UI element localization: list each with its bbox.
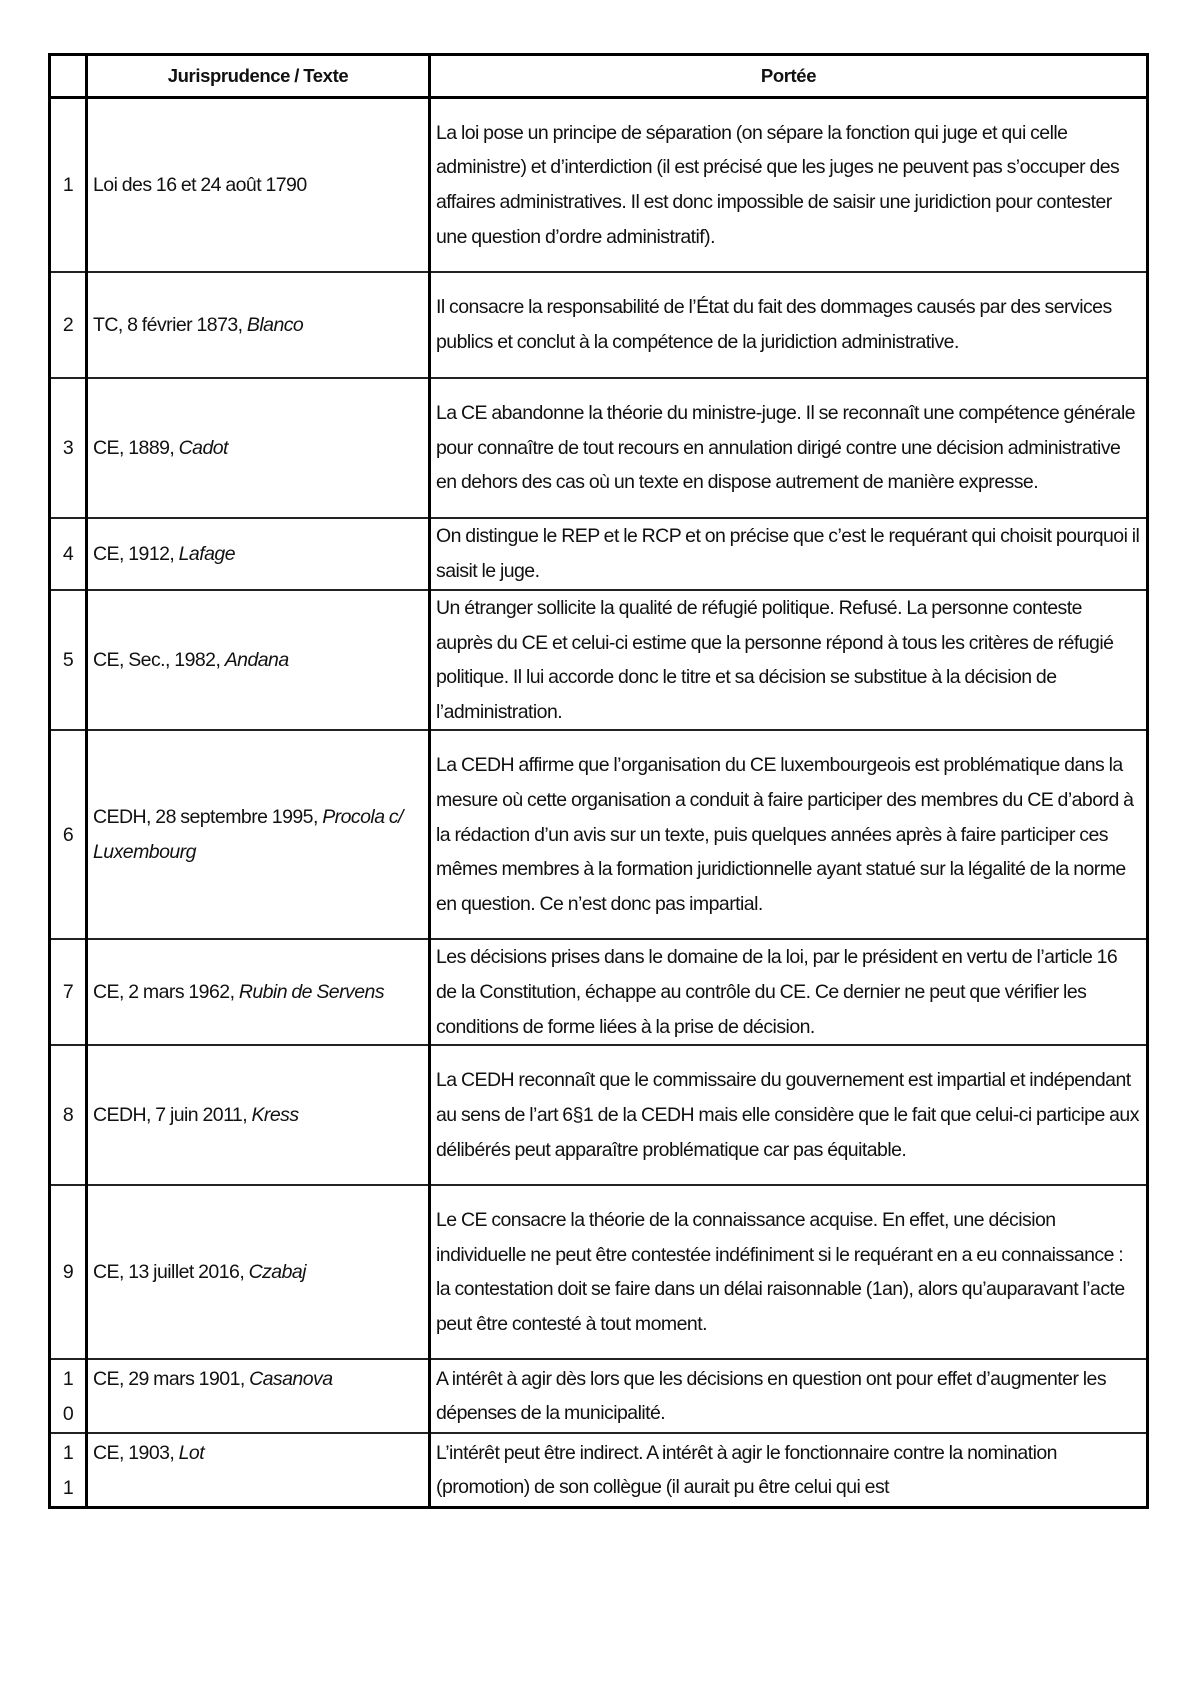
reference-text: CE, 1903, [93, 1442, 179, 1465]
row-reference [87, 1433, 430, 1508]
table-row [50, 1045, 1148, 1185]
row-portee: Les décisions prises dans le domaine de la loi, par le président en vertu de l’article 16 de la Constitution, échappe au contrôle du CE. Ce dernier ne peut que vérifier les conditions de forme liées à la prise de décision. [430, 939, 1148, 1045]
row-number: 5 [50, 590, 87, 730]
jurisprudence-table [48, 53, 1149, 1509]
row-number: 6 [50, 730, 87, 939]
row-reference [87, 1185, 430, 1359]
row-reference [87, 378, 430, 518]
table-row [50, 730, 1148, 939]
table-row [50, 590, 1148, 730]
row-reference [87, 590, 430, 730]
row-number: 9 [50, 1185, 87, 1359]
case-name: Procola c/ Luxembourg [93, 806, 403, 863]
reference-text: CE, 1912, [93, 542, 179, 565]
row-portee: L’intérêt peut être indirect. A intérêt à agir le fonctionnaire contre la nomination (promotion) de son collègue (il aurait pu être celui qui est [430, 1433, 1148, 1508]
row-reference [87, 272, 430, 378]
table-header-row [50, 55, 1148, 98]
reference-text: CE, 13 juillet 2016, [93, 1261, 249, 1284]
case-name: Rubin de Servens [238, 981, 385, 1004]
row-portee: A intérêt à agir dès lors que les décisions en question ont pour effet d’augmenter les dépenses de la municipalité. [430, 1359, 1148, 1433]
row-portee: La CE abandonne la théorie du ministre-juge. Il se reconnaît une compétence générale pour connaître de tout recours en annulation dirigé contre une décision administrative en dehors des cas où un texte en dispose autrement de manière expresse. [430, 378, 1148, 518]
case-name: Blanco [246, 313, 304, 336]
row-number: 11 [50, 1433, 87, 1508]
row-reference [87, 939, 430, 1045]
row-number: 10 [50, 1359, 87, 1433]
row-reference [87, 518, 430, 590]
reference-text: CE, 2 mars 1962, [93, 981, 239, 1004]
row-reference [87, 1359, 430, 1433]
reference-text: CE, 1889, [93, 436, 179, 459]
row-number: 2 [50, 272, 87, 378]
case-name: Casanova [249, 1368, 333, 1391]
table-row [50, 98, 1148, 273]
row-reference [87, 98, 430, 273]
case-name: Andana [224, 648, 289, 671]
row-number: 1 [50, 98, 87, 273]
row-portee: Le CE consacre la théorie de la connaissance acquise. En effet, une décision individuelle ne peut être contestée indéfiniment si le requérant en a eu connaissance : la contestation doit se faire dans un délai raisonnable (1an), alors qu’auparavant l’acte peut être contesté à tout moment. [430, 1185, 1148, 1359]
table-row [50, 378, 1148, 518]
row-portee: La CEDH affirme que l’organisation du CE luxembourgeois est problématique dans la mesure où cette organisation a conduit à faire participer des membres du CE d’abord à la rédaction d’un avis sur un texte, puis quelques années après à faire participer ces mêmes membres à la formation juridictionnelle ayant statué sur la légalité de la norme en question. Ce n’est donc pas impartial. [430, 730, 1148, 939]
row-number: 7 [50, 939, 87, 1045]
header-portee: Portée [430, 55, 1148, 98]
row-reference [87, 1045, 430, 1185]
reference-text: CEDH, 28 septembre 1995, [93, 806, 323, 829]
case-name: Lot [178, 1442, 205, 1465]
row-number: 8 [50, 1045, 87, 1185]
reference-text: CE, Sec., 1982, [93, 648, 225, 671]
case-name: Czabaj [248, 1261, 306, 1284]
row-portee: Il consacre la responsabilité de l’État du fait des dommages causés par des services publics et conclut à la compétence de la juridiction administrative. [430, 272, 1148, 378]
table-row [50, 518, 1148, 590]
table-row [50, 272, 1148, 378]
row-reference [87, 730, 430, 939]
reference-text: CEDH, 7 juin 2011, [93, 1104, 252, 1127]
reference-text: Loi des 16 et 24 août 1790 [93, 173, 307, 196]
case-name: Kress [251, 1104, 299, 1127]
case-name: Lafage [178, 542, 235, 565]
header-number [50, 55, 87, 98]
header-jurisprudence: Jurisprudence / Texte [87, 55, 430, 98]
table-row [50, 1185, 1148, 1359]
row-number: 4 [50, 518, 87, 590]
table-row [50, 1359, 1148, 1433]
row-portee: Un étranger sollicite la qualité de réfugié politique. Refusé. La personne conteste auprès du CE et celui-ci estime que la personne répond à tous les critères de réfugié politique. Il lui accorde donc le titre et sa décision se substitue à la décision de l’administration. [430, 590, 1148, 730]
row-portee: La loi pose un principe de séparation (on sépare la fonction qui juge et qui celle administre) et d’interdiction (il est précisé que les juges ne peuvent pas s’occuper des affaires administratives. Il est donc impossible de saisir une juridiction pour contester une question d’ordre administratif). [430, 98, 1148, 273]
row-number: 3 [50, 378, 87, 518]
reference-text: CE, 29 mars 1901, [93, 1368, 250, 1391]
table-row [50, 939, 1148, 1045]
reference-text: TC, 8 février 1873, [93, 313, 247, 336]
case-name: Cadot [178, 436, 228, 459]
row-portee: La CEDH reconnaît que le commissaire du gouvernement est impartial et indépendant au sens de l’art 6§1 de la CEDH mais elle considère que le fait que celui-ci participe aux délibérés peut apparaître problématique car pas équitable. [430, 1045, 1148, 1185]
table-row [50, 1433, 1148, 1508]
row-portee: On distingue le REP et le RCP et on précise que c’est le requérant qui choisit pourquoi il saisit le juge. [430, 518, 1148, 590]
